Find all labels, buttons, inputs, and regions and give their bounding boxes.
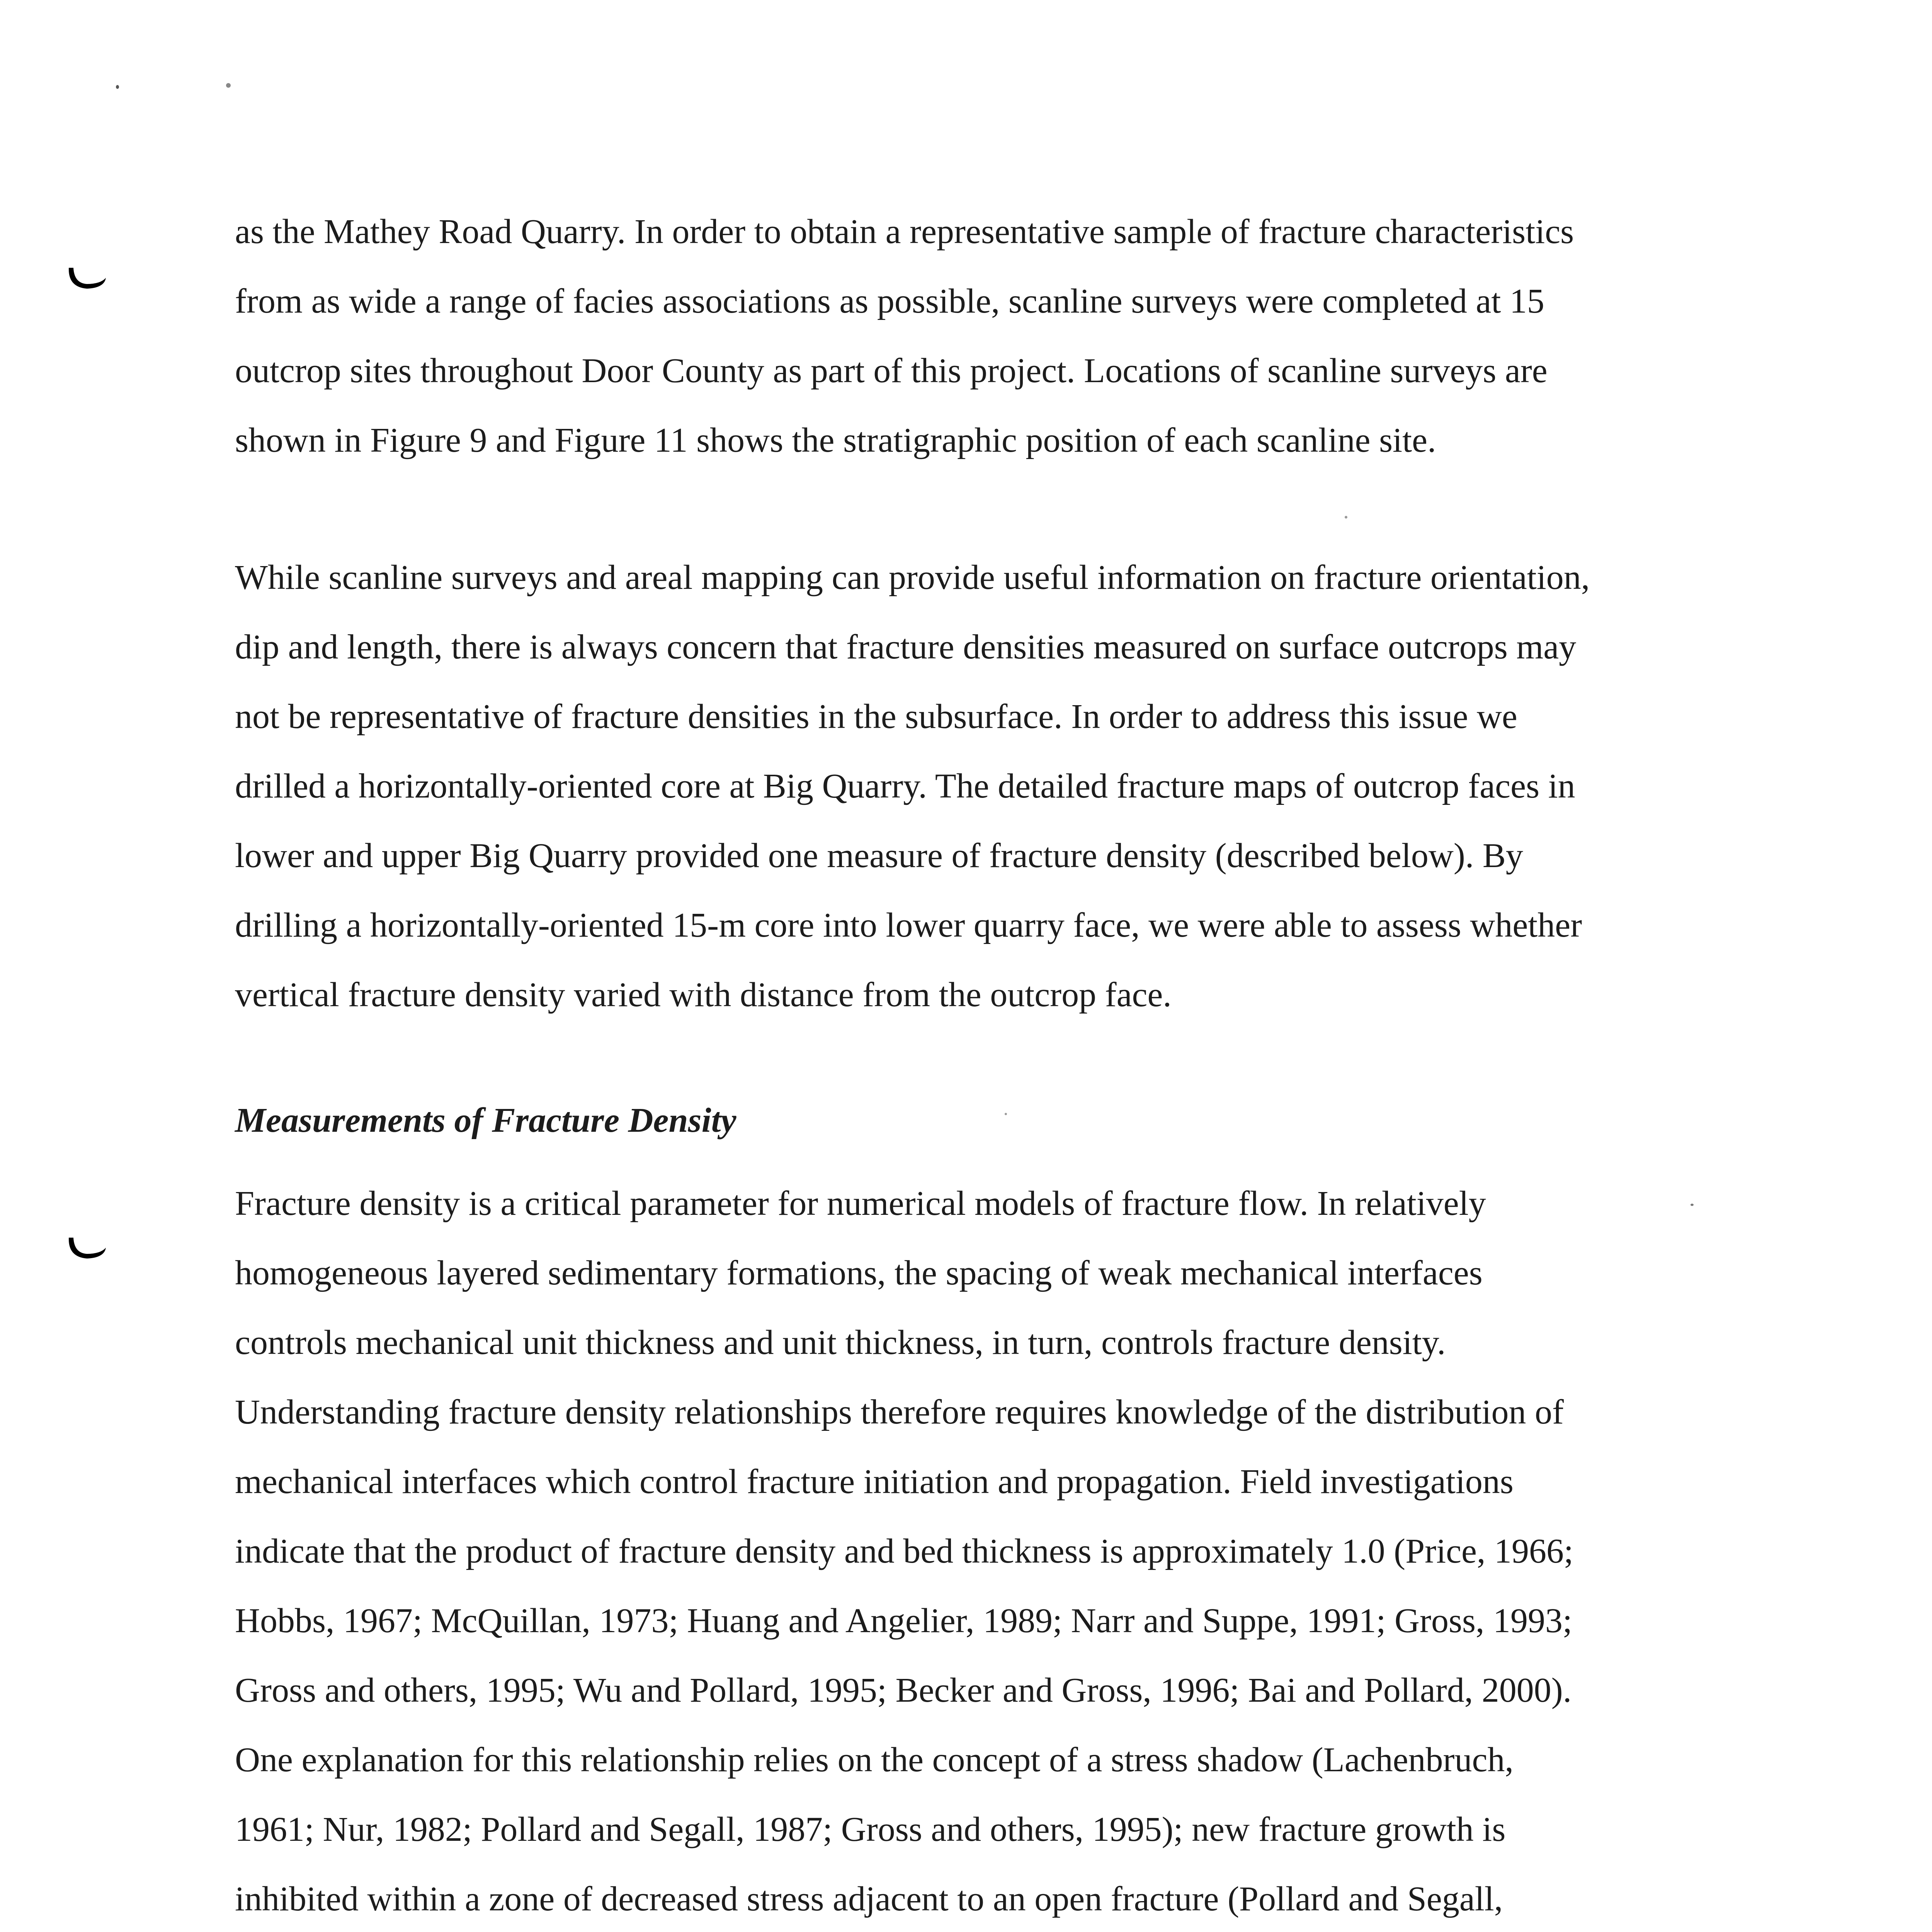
- scan-speck: [1345, 516, 1347, 519]
- text-line: While scanline surveys and areal mapping can provide useful information on fracture orientation,: [235, 558, 1590, 597]
- text-line: Fracture density is a critical parameter for numerical models of fracture flow. In relatively: [235, 1184, 1486, 1223]
- binder-hole-mark-icon: [66, 265, 108, 292]
- text-line: mechanical interfaces which control fracture initiation and propagation. Field investigations: [235, 1463, 1514, 1501]
- text-line: outcrop sites throughout Door County as part of this project. Locations of scanline surveys are: [235, 352, 1548, 390]
- body-paragraph: [235, 1169, 1742, 1932]
- text-line: shown in Figure 9 and Figure 11 shows the stratigraphic position of each scanline site.: [235, 421, 1436, 459]
- scan-speck: [116, 85, 119, 89]
- text-line: lower and upper Big Quarry provided one measure of fracture density (described below). By: [235, 837, 1523, 875]
- scan-speck: [226, 83, 231, 88]
- text-line: Understanding fracture density relationships therefore requires knowledge of the distribution of: [235, 1393, 1564, 1431]
- text-line: dip and length, there is always concern that fracture densities measured on surface outcrops may: [235, 628, 1577, 666]
- text-line: 1961; Nur, 1982; Pollard and Segall, 1987; Gross and others, 1995); new fracture growth is: [235, 1810, 1506, 1849]
- text-line: indicate that the product of fracture density and bed thickness is approximately 1.0 (Price, 1966;: [235, 1532, 1573, 1570]
- binder-hole-mark-icon: [66, 1235, 108, 1262]
- text-line: controls mechanical unit thickness and unit thickness, in turn, controls fracture density.: [235, 1323, 1446, 1362]
- text-line: as the Mathey Road Quarry. In order to obtain a representative sample of fracture characteristics: [235, 213, 1574, 251]
- text-line: Hobbs, 1967; McQuillan, 1973; Huang and Angelier, 1989; Narr and Suppe, 1991; Gross, 1993;: [235, 1602, 1573, 1640]
- text-line: homogeneous layered sedimentary formations, the spacing of weak mechanical interfaces: [235, 1254, 1483, 1292]
- text-line: drilling a horizontally-oriented 15-m core into lower quarry face, we were able to assess whether: [235, 906, 1582, 944]
- scan-speck: [1005, 1113, 1007, 1115]
- body-paragraph: [235, 197, 1742, 475]
- text-line: Gross and others, 1995; Wu and Pollard, 1995; Becker and Gross, 1996; Bai and Pollard, 2000).: [235, 1671, 1572, 1709]
- text-line: not be representative of fracture densities in the subsurface. In order to address this issue we: [235, 697, 1517, 736]
- body-paragraph: [235, 543, 1742, 1030]
- text-line: drilled a horizontally-oriented core at Big Quarry. The detailed fracture maps of outcrop faces in: [235, 767, 1575, 805]
- text-line: from as wide a range of facies associations as possible, scanline surveys were completed at 15: [235, 282, 1544, 320]
- text-line: vertical fracture density varied with distance from the outcrop face.: [235, 976, 1172, 1014]
- text-line: One explanation for this relationship relies on the concept of a stress shadow (Lachenbruch,: [235, 1741, 1514, 1779]
- section-heading: Measurements of Fracture Density: [235, 1101, 736, 1139]
- text-line: inhibited within a zone of decreased stress adjacent to an open fracture (Pollard and Segall,: [235, 1880, 1503, 1918]
